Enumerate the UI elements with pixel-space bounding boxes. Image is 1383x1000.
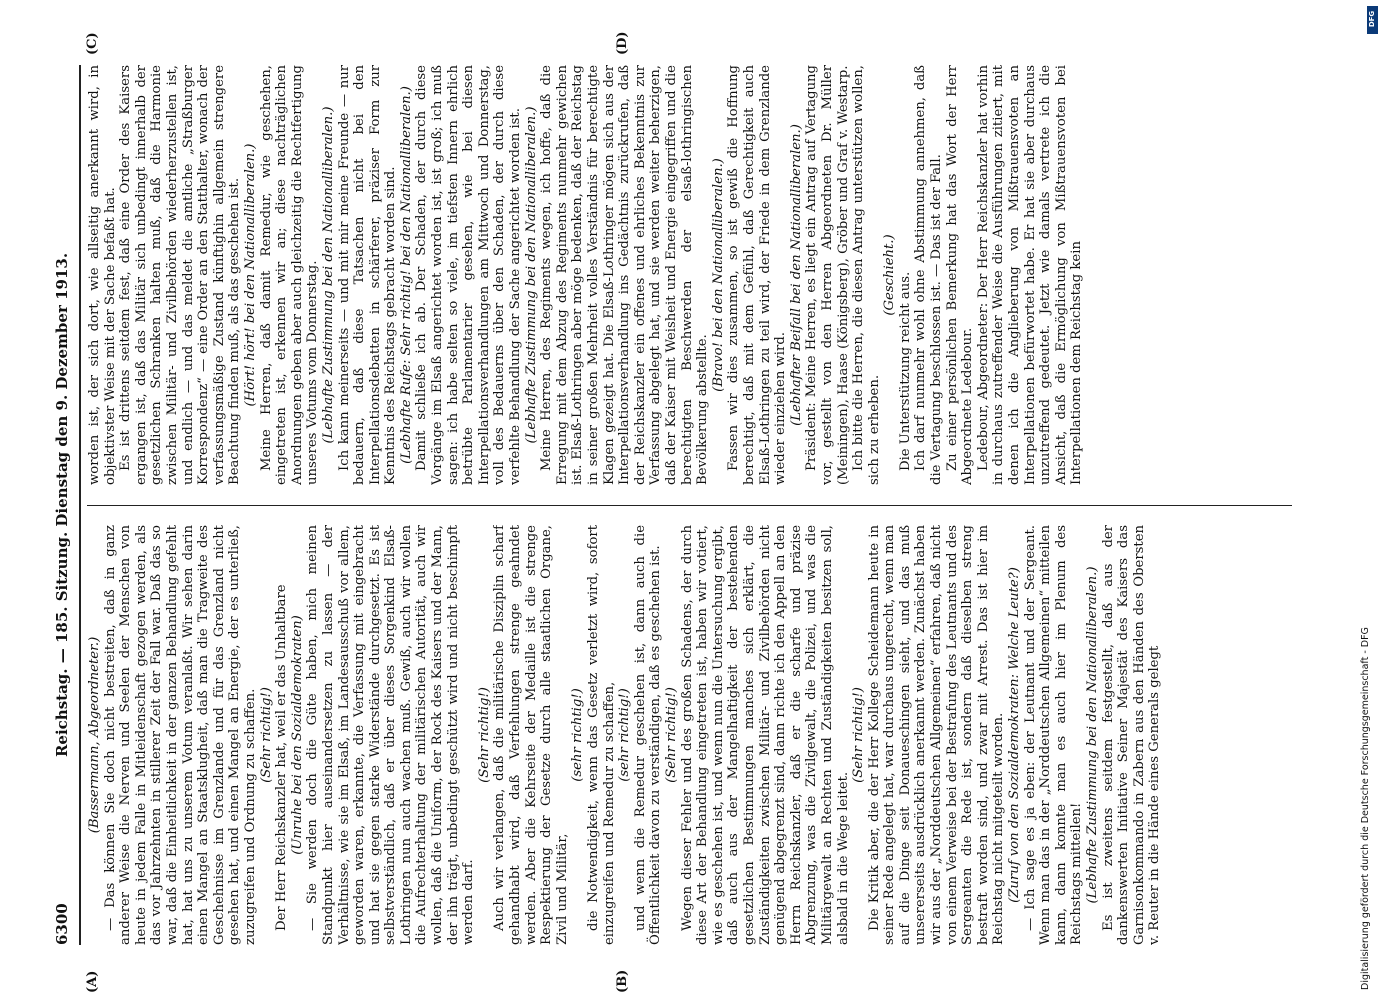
paragraph: Fassen wir dies zusammen, so ist gewiß die Hoffnung berechtigt, daß mit dem Gefühl, daß Gerechtigkeit auch Elsaß-Lothringen zu teil wird, der Friede in dem Grenzlande wieder einziehen wird. [726, 65, 789, 485]
paragraph: Die Unterstützung reicht aus. [897, 271, 913, 471]
page-title: Reichstag. — 185. Sitzung. Dienstag den 9. Dezember 1913. [53, 252, 71, 758]
margin-marker-d: (D) [615, 31, 630, 55]
interjection: (Sehr richtig!) [663, 687, 679, 783]
page-header [55, 65, 77, 945]
paragraph: Ledebour, Abgeordneter: Der Herr Reichskanzler hat vorhin in durchaus zutreffender Weise die Ausführungen zitiert, mit denen ich die Anglieberung von Mißtrauensvoten an Interpellationen befürwortet habe. Er hat sie aber durchaus unzutreffend gedeutet. Jetzt wie damals vertrete ich die Ansicht, daß die Ermöglichung von Mißtrauensvoten bei Interpellationen dem Reichstag kein [975, 65, 1085, 485]
interjection: (Lebhafte Zustimmung bei den Nationalliberalen.) [523, 106, 539, 444]
dfg-logo [1367, 6, 1378, 34]
document-page [53, 31, 1300, 993]
interjection: (Lebhafter Beifall bei den Nationalliberalen.) [788, 124, 804, 426]
interjection: (Lebhafte Zustimmung bei den Nationalliberalen.) [320, 106, 336, 444]
dfg-logo-text: DFG [1368, 10, 1376, 28]
interjection: (Lebhafte Rufe: Sehr richtig! bei den Nationalliberalen.) [398, 86, 414, 464]
interjection: (Sehr richtig!) [476, 687, 492, 783]
paragraph: Es ist drittens seitdem fest, daß eine Order des Kaisers ergangen ist, daß das Militär sich unbedingt innerhalb der gesetzlichen Schranken halten muß, daß die Harmonie zwischen Militär- und Zivilbehörden wiederherzustellen ist, und endlich — und das meldet die amtliche „Straßburger Korrespondenz“ — eine Order an den Statthalter, wonach der verfassungsmäßige Zustand künftighin allgemein strengere Beachtung finden muß, als das geschehen ist. [118, 65, 243, 485]
paragraph: — Sie werden doch die Güte haben, mich meinen Standpunkt hier auseinandersetzen zu lassen — der Verhältnisse, wie sie im Elsaß, im Landesausschuß vor allem, geworden waren, erkannte, die Verfassung mit eingebracht und hat sie gegen starke Widerstände durchgesetzt. Es ist selbstverständlich, daß er über dieses Sorgenkind Elsaß-Lothringen nun auch wachen muß. Gewiß, auch wir wollen die Aufrechterhaltung der militärischen Autorität, auch wir wollen, daß die Uniform, der Rock des Kaisers und der Mann, der ihn trägt, unbedingt geschützt wird und nicht beschimpft werden darf. [305, 525, 477, 945]
paragraph: Präsident: Meine Herren, es liegt ein Antrag auf Vertagung vor, gestellt von den Herren Abgeordneten Dr. Müller (Meiningen), Haase (Königsberg), Gröber und Graf v. Westarp. [804, 65, 851, 485]
paragraph: Der Herr Reichskanzler hat, weil er das Unhaltbare [274, 584, 290, 931]
column-divider [87, 505, 1292, 506]
paragraph: Damit schließe ich ab. Der Schaden, der durch diese Vorgänge im Elsaß angerichtet worden ist, ist groß; ich muß sagen: ich habe selten so viele, im tiefsten Innern ehrlich betrübte Parlamentarier gesehen, wie bei diesen Interpellationsverhandlungen am Mittwoch und Donnerstag, voll des Bedauerns über den Schaden, der durch diese verfehlte Behandlung der Sache angerichtet worden ist. [414, 65, 524, 485]
interjection: (Bassermann, Abgeordneter.) [87, 636, 102, 834]
digitization-credit: Digitalisierung gefördert durch die Deutsche Forschungsgemeinschaft - DFG [1360, 627, 1371, 990]
left-column [87, 525, 1292, 945]
interjection: (sehr richtig!) [570, 688, 586, 782]
margin-marker-b: (B) [615, 969, 630, 993]
interjection: (Bravo! bei den Nationalliberalen.) [710, 158, 726, 392]
paragraph: Die Kritik aber, die der Herr Kollege Scheidemann heute in seiner Rede angelegt hat, war durchaus ungerecht, wenn man auf die Dinge seit Donaueschingen sieht, und das muß unsererseits ausdrücklich anerkannt werden. Zunächst haben wir aus der „Norddeutschen Allgemeinen“ erfahren, daß nicht von einem Verweise bei der Bestrafung des Leutnants und des Sergeanten die Rede ist, sondern daß dieselben streng bestraft worden sind, und zwar mit Arrest. Das ist hier im Reichstag nicht mitgeteilt worden. [866, 525, 1007, 945]
right-column [87, 65, 1292, 485]
interjection: (sehr richtig!) [617, 688, 633, 782]
paragraph: und wenn die Remedur geschehen ist, dann auch die Öffentlichkeit davon zu verständigen, daß es geschehen ist. [632, 525, 664, 945]
paragraph: — Ich sage es ja eben: der Leutnant und der Sergeant. Wenn man das in der „Norddeutschen Allgemeinen“ mitteilen kann, dann konnte man es auch hier im Plenum des Reichstags mitteilen! [1022, 525, 1085, 945]
paragraph: Auch wir verlangen, daß die militärische Disziplin scharf gehandhabt wird, daß Verfehlungen strenge geahndet werden. Aber die Kehrseite der Medaille ist die strenge Respektierung der Gesetze durch alle staatlichen Organe, Zivil und Militär, [492, 525, 570, 945]
paragraph: Zu einer persönlichen Bemerkung hat das Wort der Herr Abgeordnete Ledebour. [944, 65, 976, 485]
paragraph: Meine Herren, daß damit Remedur, wie geschehen, eingetreten ist, erkennen wir an; diese nachträglichen Anordnungen geben aber auch gleichzeitig die Rechtfertigung unseres Votums vom Donnerstag. [258, 65, 321, 485]
margin-marker-c: (C) [85, 32, 100, 55]
interjection: (Geschieht.) [882, 234, 898, 316]
interjection: (Hört! hört! bei den Nationalliberalen.) [242, 143, 258, 407]
header-rule [79, 65, 81, 945]
page-number: 6300 [53, 903, 71, 945]
interjection: (Unruhe bei den Sozialdemokraten) [289, 615, 305, 855]
paragraph: Meine Herren, des Regiments wegen, ich hoffe, daß die Erregung mit dem Abzug des Regiments nunmehr gewichen ist. Elsaß-Lothringen aber möge bedenken, daß der Reichstag in seiner großen Mehrheit volles Verständnis für berechtigte Klagen gezeigt hat. Die Elsaß-Lothringer mögen sich aus der Interpellationsverhandlung ins Gedächtnis zurückrufen, daß der Reichskanzler ein offenes und ehrliches Bekenntnis zur Verfassung abgelegt hat, und sie werden weiter beherzigen, daß der Kaiser mit Weisheit und Energie eingegriffen und die berechtigten Beschwerden der elsaß-lothringischen Bevölkerung abstellte. [539, 65, 711, 485]
interjection: (Sehr richtig!) [258, 687, 274, 783]
interjection: (Sehr richtig!) [851, 687, 867, 783]
margin-marker-a: (A) [85, 970, 100, 993]
paragraph: Ich kann meinerseits — und mit mir meine Freunde — nur bedauern, daß diese Tatsachen nicht bei den Interpellationsdebatten in schärferer, präziser Form zur Kenntnis des Reichstags gebracht worden sind. [336, 65, 399, 485]
paragraph: die Notwendigkeit, wenn das Gesetz verletzt wird, sofort einzugreifen und Remedur zu schaffen, [586, 525, 617, 945]
interjection: (Lebhafte Zustimmung bei den Nationalliberalen.) [1085, 566, 1100, 904]
paragraph: Ich darf nunmehr wohl ohne Abstimmung annehmen, daß die Vertagung beschlossen ist. — Das ist der Fall. [913, 65, 945, 485]
interjection: (Zuruf von den Sozialdemokraten: Welche Leute?) [1007, 567, 1023, 903]
paragraph: Ich bitte die Herren, die diesen Antrag unterstützen wollen, sich zu erheben. [851, 65, 882, 485]
paragraph: worden ist, der sich dort, wie allseitig anerkannt wird, in objektivster Weise mit der Sache befaßt hat. [87, 65, 118, 485]
paragraph: Wegen dieser Fehler und des großen Schadens, der durch diese Art der Behandlung eingetreten ist, haben wir votiert, wie es geschehen ist, und wenn nun die Untersuchung ergibt, daß auch aus der Mangelhaftigkeit der bestehenden gesetzlichen Bestimmungen manches sich erklärt, die Zuständigkeiten zwischen Militär- und Zivilbehörden nicht genügend abgegrenzt sind, dann richte ich den Appell an den Herrn Reichskanzler, daß er die scharfe und präzise Abgrenzung, was die Zivilgewalt, die Polizei, und was die Militärgewalt an Rechten und Zuständigkeiten besitzen soll, alsbald in die Wege leitet. [679, 525, 851, 945]
paragraph: — Das können Sie doch nicht bestreiten, daß in ganz anderer Weise die Nerven und Seelen der Menschen von heute in jedem Falle in Mitleidenschaft gezogen werden, als das vor Jahrzehnten in stillerer Zeit der Fall war. Daß das so war, daß die Einheitlichkeit in der ganzen Behandlung gefehlt hat, hat uns zu unserem Votum veranlaßt. Wir sehen darin einen Mangel an Staatsklugheit, daß man die Tragweite des Geschehnisse im Grenzlande und für das Grenzland nicht gesehen hat, und einen Mangel an Energie, der es unterließ, zuzugreifen und Ordnung zu schaffen. [102, 525, 258, 945]
paragraph: Es ist zweitens seitdem festgestellt, daß aus der dankenswerten Initiative Seiner Majestät des Kaisers das Garnisonkommando in Zabern aus den Händen des Obersten v. Reuter in die Hände eines Generals gelegt [1100, 525, 1163, 945]
